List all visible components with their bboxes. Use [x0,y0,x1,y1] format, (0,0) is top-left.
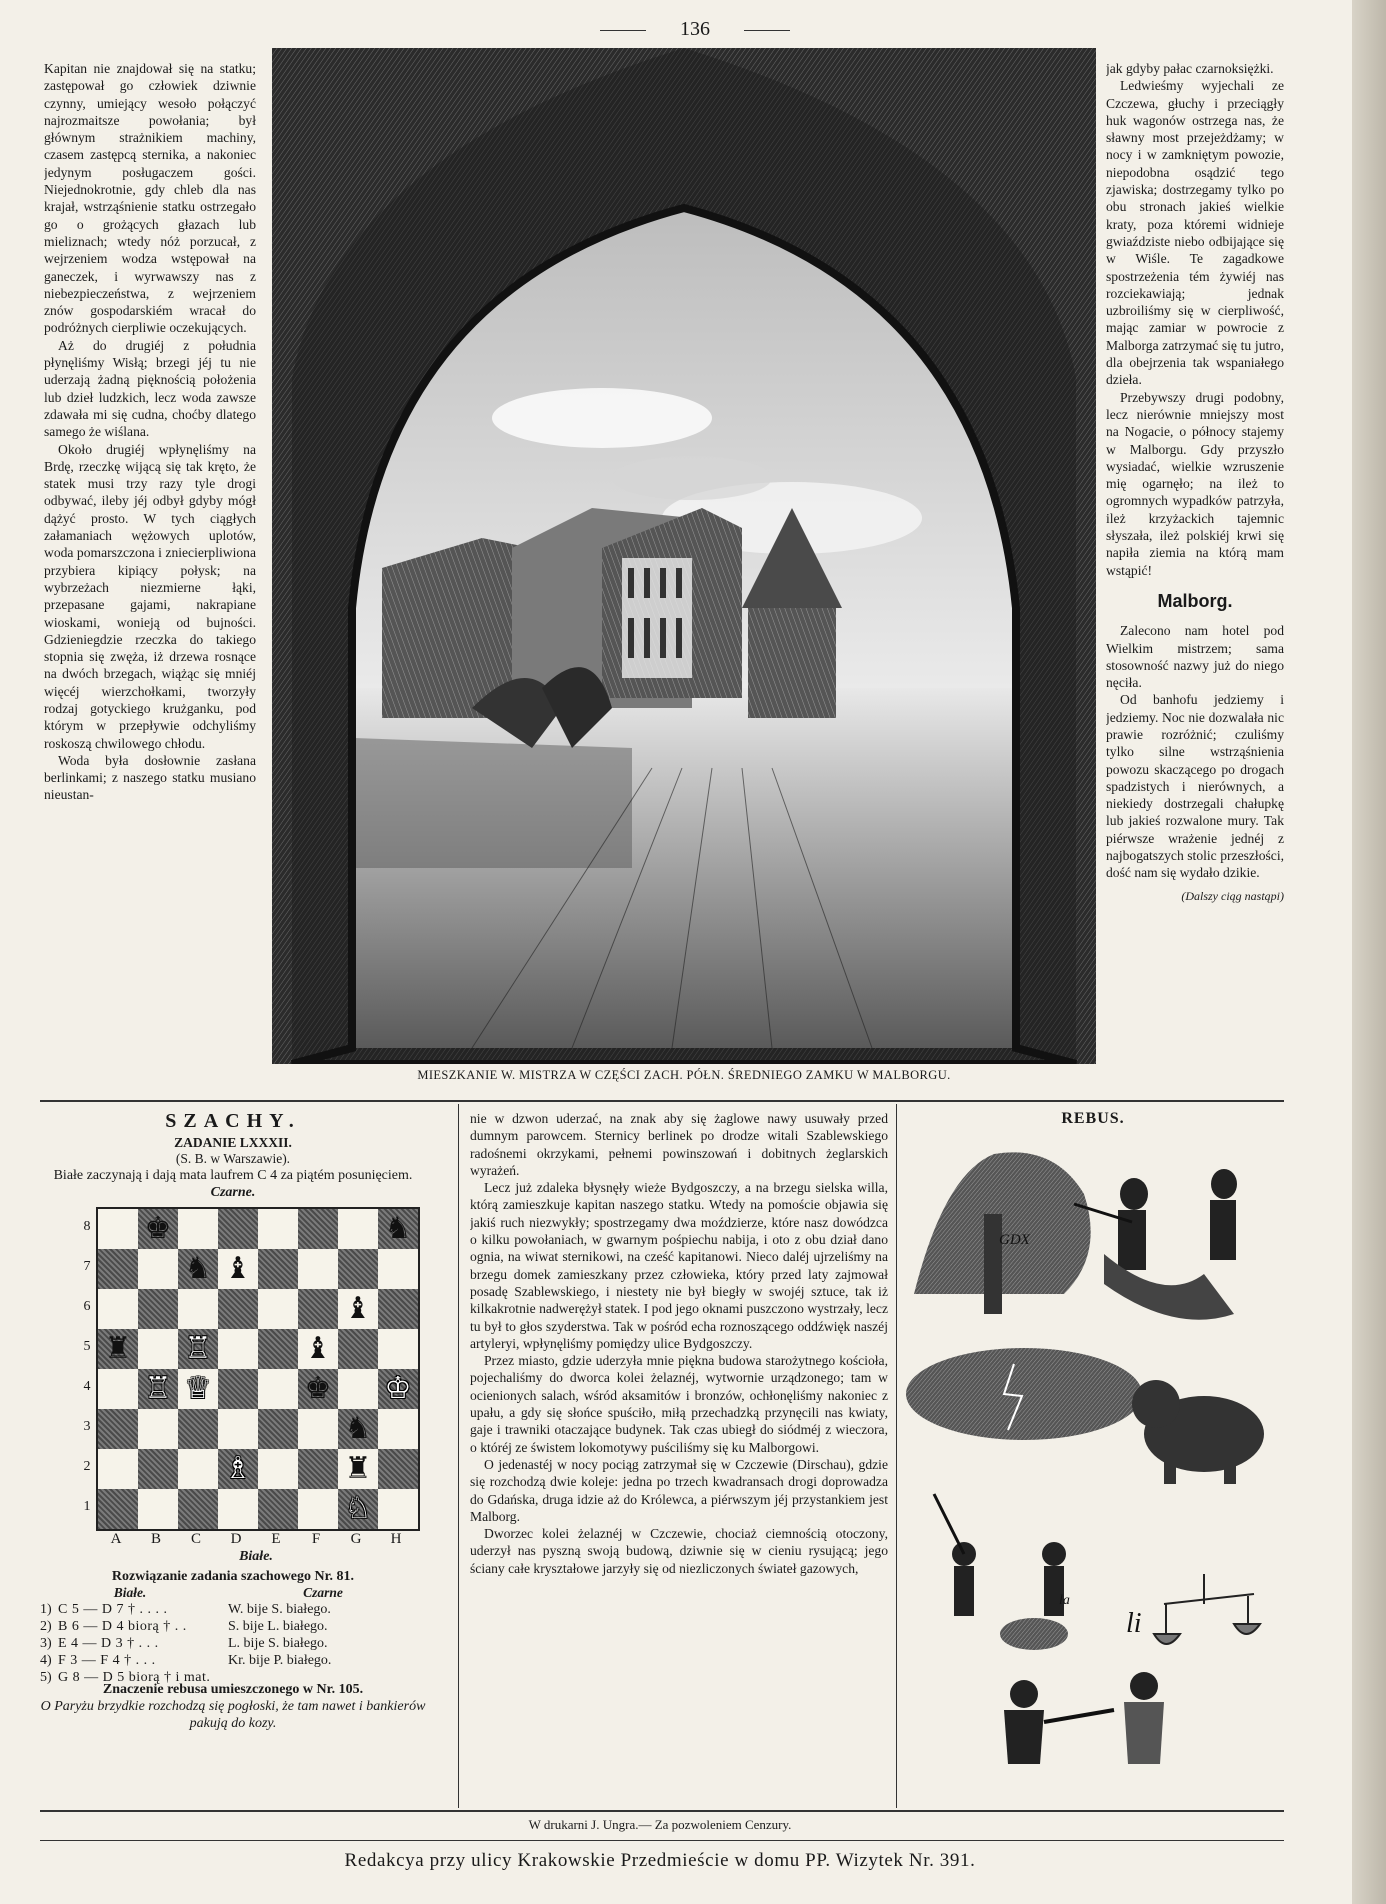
rebus-solution-text: O Paryżu brzydkie rozchodzą się pogłoski, że tam nawet i bankierów pakują do kozy. [40,1699,426,1731]
move-row [40,1635,426,1652]
chess-problem-number: ZADANIE LXXXII. [174,1135,292,1150]
board-square [178,1449,218,1489]
chess-piece: ♞ [384,1211,412,1246]
board-square [178,1249,218,1289]
rank-label: 3 [83,1419,91,1434]
board-square [98,1449,138,1489]
board-square [338,1369,378,1409]
woodcutters-icon [934,1494,1068,1650]
move-cell: B 6 — D 4 biorą † . . [58,1619,187,1634]
file-label: C [190,1531,201,1547]
board-square [178,1209,218,1249]
move-cell: 3) [40,1636,52,1651]
board-square [258,1409,298,1449]
chess-piece: ♝ [224,1251,252,1286]
move-cell: E 4 — D 3 † . . . [58,1636,159,1651]
editorial-address: Redakcya przy ulicy Krakowskie Przedmieście w domu PP. Wizytek Nr. 391. [344,1850,976,1871]
scales-icon [1154,1574,1260,1644]
board-square [178,1369,218,1409]
chess-piece: ♜ [104,1331,132,1366]
chess-piece: ♚ [304,1371,332,1406]
continued-note: (Dalszy ciąg nastąpi) [1181,888,1284,903]
board-square [138,1409,178,1449]
chess-piece: ♜ [344,1451,372,1486]
board-square [98,1369,138,1409]
board-square [298,1449,338,1489]
board-square [298,1329,338,1369]
move-row [40,1601,426,1618]
board-square [338,1329,378,1369]
chess-piece: ♘ [344,1491,372,1526]
board-square [258,1209,298,1249]
chess-piece: ♗ [224,1451,252,1486]
board-square [138,1449,178,1489]
bear-icon [1132,1380,1264,1484]
board-square [178,1409,218,1449]
middle-paragraph: Przez miasto, gdzie uderzyła mnie piękna budowa starożytnego kościoła, pojechaliśmy do dworca kolei żelaznéj, wytwornie urządzonego; tam w ocienionych salach, wśród aksamitów i bronzów, ochłonęliśmy nakoniec z upału, a gdy się słońce spuściło, miłą przechadzką przynęcili nas kwiaty, gaje i trawniki otaczające budynek. Tak czas ubiegł do siódméj z wieczora, o któréj ze świstem lokomotywy puściliśmy się ku Malborgowi. [470,1353,888,1455]
move-cell: 1) [40,1602,52,1617]
board-square [218,1369,258,1409]
board-square [338,1289,378,1329]
chess-board [96,1207,420,1531]
board-square [378,1289,418,1329]
left-paragraph: Aż do drugiéj z południa płynęliśmy Wisłą; brzegi jéj tu nie uderzają żadną pięknością położenia lub dzieł ludzkich, lecz woda zawsze zdawała mi się cudna, choćby dlatego samego że wiślana. [44,337,256,440]
board-square [378,1209,418,1249]
file-label: A [110,1531,122,1547]
board-square [138,1329,178,1369]
board-square [218,1449,258,1489]
storm-cloud-icon [906,1348,1142,1440]
board-square [138,1289,178,1329]
rank-label: 8 [83,1219,91,1234]
board-square [98,1409,138,1449]
page-number: 136 [640,18,750,41]
board-square [218,1489,258,1529]
board-square [378,1249,418,1289]
move-row [40,1618,426,1635]
move-row [40,1652,426,1669]
board-square [258,1249,298,1289]
right-paragraph: Od banhofu jedziemy i jedziemy. Noc nie dozwalała nic prawie rozróżnić; czuliśmy tylko silne wstrząśnienia powozu skaczącego po drogach spadzistych i nierównych, a niekiedy dostrzegali chałupkę lub jakieś rozwalone mury. Tak piérwsze wrażenie jednéj z najbogatszych stolic przeszłości, dość nam się wydało dzikie. [1106,692,1284,881]
chess-piece: ♞ [184,1251,212,1286]
board-square [298,1289,338,1329]
file-label: E [271,1531,281,1547]
chess-piece: ♝ [344,1291,372,1326]
move-cell: 2) [40,1619,52,1634]
board-square [258,1489,298,1529]
chess-piece: ♔ [384,1371,412,1406]
chess-piece: ♝ [304,1331,332,1366]
rebus-title: REBUS. [1061,1110,1125,1127]
rank-label: 1 [83,1499,91,1514]
middle-paragraph: nie w dzwon uderzać, na znak aby się żaglowe nawy usuwały przed dumnym parowcem. Sternicy berlinek po drodze witali Szablewskiego radośnemi okrzykami, pełnemi powinszowań i dobitnych żeglarskich wyrażeń. [470,1111,888,1178]
move-cell: 4) [40,1653,52,1668]
board-square [338,1489,378,1529]
file-labels [96,1531,416,1548]
file-label: F [311,1531,321,1547]
rebus-text-gdx: GDX [999,1232,1030,1248]
board-square [218,1289,258,1329]
board-square [258,1289,298,1329]
board-square [138,1369,178,1409]
file-label: B [150,1531,161,1547]
middle-paragraph: O jedenastéj w nocy pociąg zatrzymał się w Czczewie (Dirschau), gdzie się rozchodzą dwie koleje: jedna po trzech kwadransach drogi doprowadza do Gdańska, druga idzie aż do Królewca, a piérwszym jéj przystankiem jest Malborg. [470,1456,888,1524]
board-square [218,1249,258,1289]
board-square [338,1249,378,1289]
middle-text-column [470,1110,888,1800]
left-paragraph: Kapitan nie znajdował się na statku; zastępował go człowiek dziwnie czynny, umiejący wesoło połączyć najrozmaitsze powołania; był głównym strażnikiem machiny, czasem zastępcą sternika, a nakoniec jedynym posługaczem gości. Niejednokrotnie, gdy chleb dla nas krajał, wstrząśnienie statku ostrzegało go o grożących głazach lub mieliznach; wtedy nóż porzucał, z wejrzeniem wodza wstępował na ganeczek, i wyrwawszy nas z niebezpieczeństwa, z wejrzeniem znów gospodarskiém wracał do podróżnych cierpliwie oczekujących. [44,61,256,336]
boxers-icon [1004,1672,1164,1764]
vertical-rule [896,1104,897,1808]
board-square [178,1329,218,1369]
board-square [298,1409,338,1449]
chess-author: (S. B. w Warszawie). [175,1151,291,1166]
board-square [258,1449,298,1489]
board-square [378,1409,418,1449]
move-cell: L. bije S. białego. [228,1636,328,1651]
castle-engraving [272,48,1096,1064]
chess-section [40,1110,426,1792]
rank-label: 7 [83,1259,91,1274]
horizontal-rule [40,1810,1284,1812]
board-square [218,1409,258,1449]
board-square [338,1409,378,1449]
move-cell: C 5 — D 7 † . . . . [58,1602,168,1617]
board-square [178,1489,218,1529]
board-square [138,1209,178,1249]
board-square [178,1289,218,1329]
white-label: Białe. [239,1549,273,1564]
move-cell: 5) [40,1670,52,1685]
adjacent-page-edge [1352,0,1386,1904]
chess-title: SZACHY. [165,1110,301,1132]
rank-labels [80,1207,94,1527]
right-paragraph: jak gdyby pałac czarnoksiężki. [1106,61,1274,76]
hunters-icon [1074,1169,1237,1320]
board-square [218,1209,258,1249]
board-square [98,1249,138,1289]
rebus-illustration [904,1134,1282,1794]
board-square [338,1209,378,1249]
solution-header-black: Czarne [303,1585,343,1600]
chess-piece: ♖ [184,1331,212,1366]
move-cell: S. bije L. białego. [228,1619,328,1634]
board-square [138,1489,178,1529]
chess-diagram [40,1207,426,1731]
rebus-text-li: li [1126,1608,1142,1639]
move-cell: W. bije S. białego. [228,1602,331,1617]
board-square [258,1369,298,1409]
board-square [298,1369,338,1409]
chess-task: Białe zaczynają i dają mata laufrem C 4 za piątém posunięciem. [53,1168,413,1183]
rank-label: 5 [83,1339,91,1354]
left-paragraph: Około drugiéj wpłynęliśmy na Brdę, rzeczkę wijącą się tak kręto, że statek musi trzy razy tyle drogi odbywać, ileby jéj odbył gdyby mógł dążyć prosto. W tych ciągłych załamaniach wężowych uplotów, woda pomarszczona i zniecierpliwiona przybiera kipiący połysk; na wybrzeżach niezmierne łąki, przepasane gajami, nakrapiane wioskami, wonieją od bujności. Gdzieniegdzie rzeczka do takiego stopnia się zwęża, iż drzewa rosnące na dwóch brzegach, wiążąc się mniéj więcéj wierzchołkami, tworzyły rodzaj gotyckiego krużganku, pod którym w przepływie odchyliśmy roskoszą chwilowego chłodu. [44,441,256,751]
board-square [298,1209,338,1249]
engraving-caption: MIESZKANIE W. MISTRZA W CZĘŚCI ZACH. PÓŁN. ŚREDNIEGO ZAMKU W MALBORGU. [417,1068,951,1082]
rank-label: 2 [83,1459,91,1474]
right-text-column [1106,60,1284,1098]
solution-header [40,1585,426,1601]
rebus-solution-title: Znaczenie rebusa umieszczonego w Nr. 105. [102,1682,364,1697]
rebus-text-la: la [1059,1593,1070,1608]
board-square [98,1489,138,1529]
board-square [338,1449,378,1489]
board-square [98,1289,138,1329]
rank-label: 6 [83,1299,91,1314]
move-cell: F 3 — F 4 † . . . [58,1653,156,1668]
rank-label: 4 [83,1379,91,1394]
board-square [98,1329,138,1369]
rebus-section [904,1110,1282,1800]
right-paragraph: Przebywszy drugi podobny, lecz nierównie mniejszy most na Nogacie, o północy stajemy w Malborgu. Gdy przyszło wysiadać, wielkie wzruszenie mię ogarnęło; na ileż to ogromnych wypadków patrzyła, ileż krzyżackich tajemnic słyszała, ileż polskiéj krwi się napiła ziemia na którą mam wstąpić! [1106,389,1284,578]
solution-title: Rozwiązanie zadania szachowego Nr. 81. [111,1569,355,1584]
board-square [298,1489,338,1529]
file-label: G [350,1531,362,1547]
move-cell: Kr. bije P. białego. [228,1653,332,1668]
rebus-solution [40,1681,426,1732]
chess-piece: ♖ [144,1371,172,1406]
board-square [258,1329,298,1369]
board-square [218,1329,258,1369]
left-text-column [44,60,256,1103]
middle-paragraph: Dworzec kolei żelaznéj w Czczewie, chociaż ciemnością otoczony, uderzył nas pyszną swoją budową, dziwnie się w cieniu rysującą; jego ściany całe kryształowe jarzyły się od niezliczonych świateł gazowych, [470,1526,888,1576]
chess-piece: ♕ [184,1371,212,1406]
move-list [40,1601,426,1686]
left-paragraph: Woda była dosłownie zasłana berlinkami; z naszego statku musiano nieustan- [44,752,256,803]
board-square [98,1209,138,1249]
right-paragraph: Ledwieśmy wyjechali ze Czczewa, głuchy i przeciągły huk wagonów ostrzega nas, że sławny most przejeżdżamy; w nocy i w zamkniętym powozie, niepodobna osądzić tego zjawiska; dostrzegamy tylko po obu stronach jakieś wielkie kraty, poza któremi widnieje gwiaździste niebo odbijające się w Wiśle. Te zagadkowe spostrzeżenia tém żywiéj nas rozciekawiają; jednak uzbroiliśmy się w cierpliwość, mając zamiar w powrocie z Malborga zatrzymać się tu jutro, dla obejrzenia tak wspaniałego dzieła. [1106,78,1284,388]
middle-paragraph: Lecz już zdaleka błysnęły wieże Bydgoszczy, a na brzegu sielska willa, którą zamieszkuje kapitan naszego statku. Wtedy na pomoście objawia się jakiś ruch niezwykły; spostrzegamy dwa moździerze, które nasz dowódzca o kilku powołaniach, w gwarnym pośpiechu nabija, i oto z obu dział dano ognia, na wiwat sternikowi, na cześć kapitanowi. Nieco daléj ujrzeliśmy na brzegu domek zamieszkany przez człowieka, który przed laty zajmował posadę Szablewskiego, i niestety nie był biegły w swojéj sztuce, tak iż kilkakrotnie nadwerężył statek. I pod jego oknami puszczono wystrzały, lecz tu był to głos szyderstwa. Tak w pośród echa roznoszącego oddźwięk naszéj artyleryi, wpłynęliśmy pomiędzy ulice Bydgoszczy. [470,1180,888,1351]
horizontal-rule [40,1840,1284,1841]
board-square [378,1449,418,1489]
chess-solution [40,1569,426,1686]
right-paragraph: Zalecono nam hotel pod Wielkim mistrzem; sama stosowność nazwy już do niego nęciła. [1106,623,1284,691]
printer-note: W drukarni J. Ungra.— Za pozwoleniem Cenzury. [528,1817,792,1832]
horizontal-rule [40,1100,1284,1102]
board-square [378,1329,418,1369]
board-square [298,1249,338,1289]
board-square [378,1369,418,1409]
move-cell: G 8 — D 5 biorą † i mat. [58,1670,211,1685]
chess-piece: ♞ [344,1411,372,1446]
section-heading: Malborg. [1157,590,1233,611]
board-square [138,1249,178,1289]
file-label: H [390,1531,402,1547]
solution-header-white: Białe. [113,1585,147,1600]
chess-piece: ♚ [144,1211,172,1246]
vertical-rule [458,1104,459,1808]
black-label: Czarne. [210,1185,256,1200]
board-square [378,1489,418,1529]
file-label: D [230,1531,242,1547]
